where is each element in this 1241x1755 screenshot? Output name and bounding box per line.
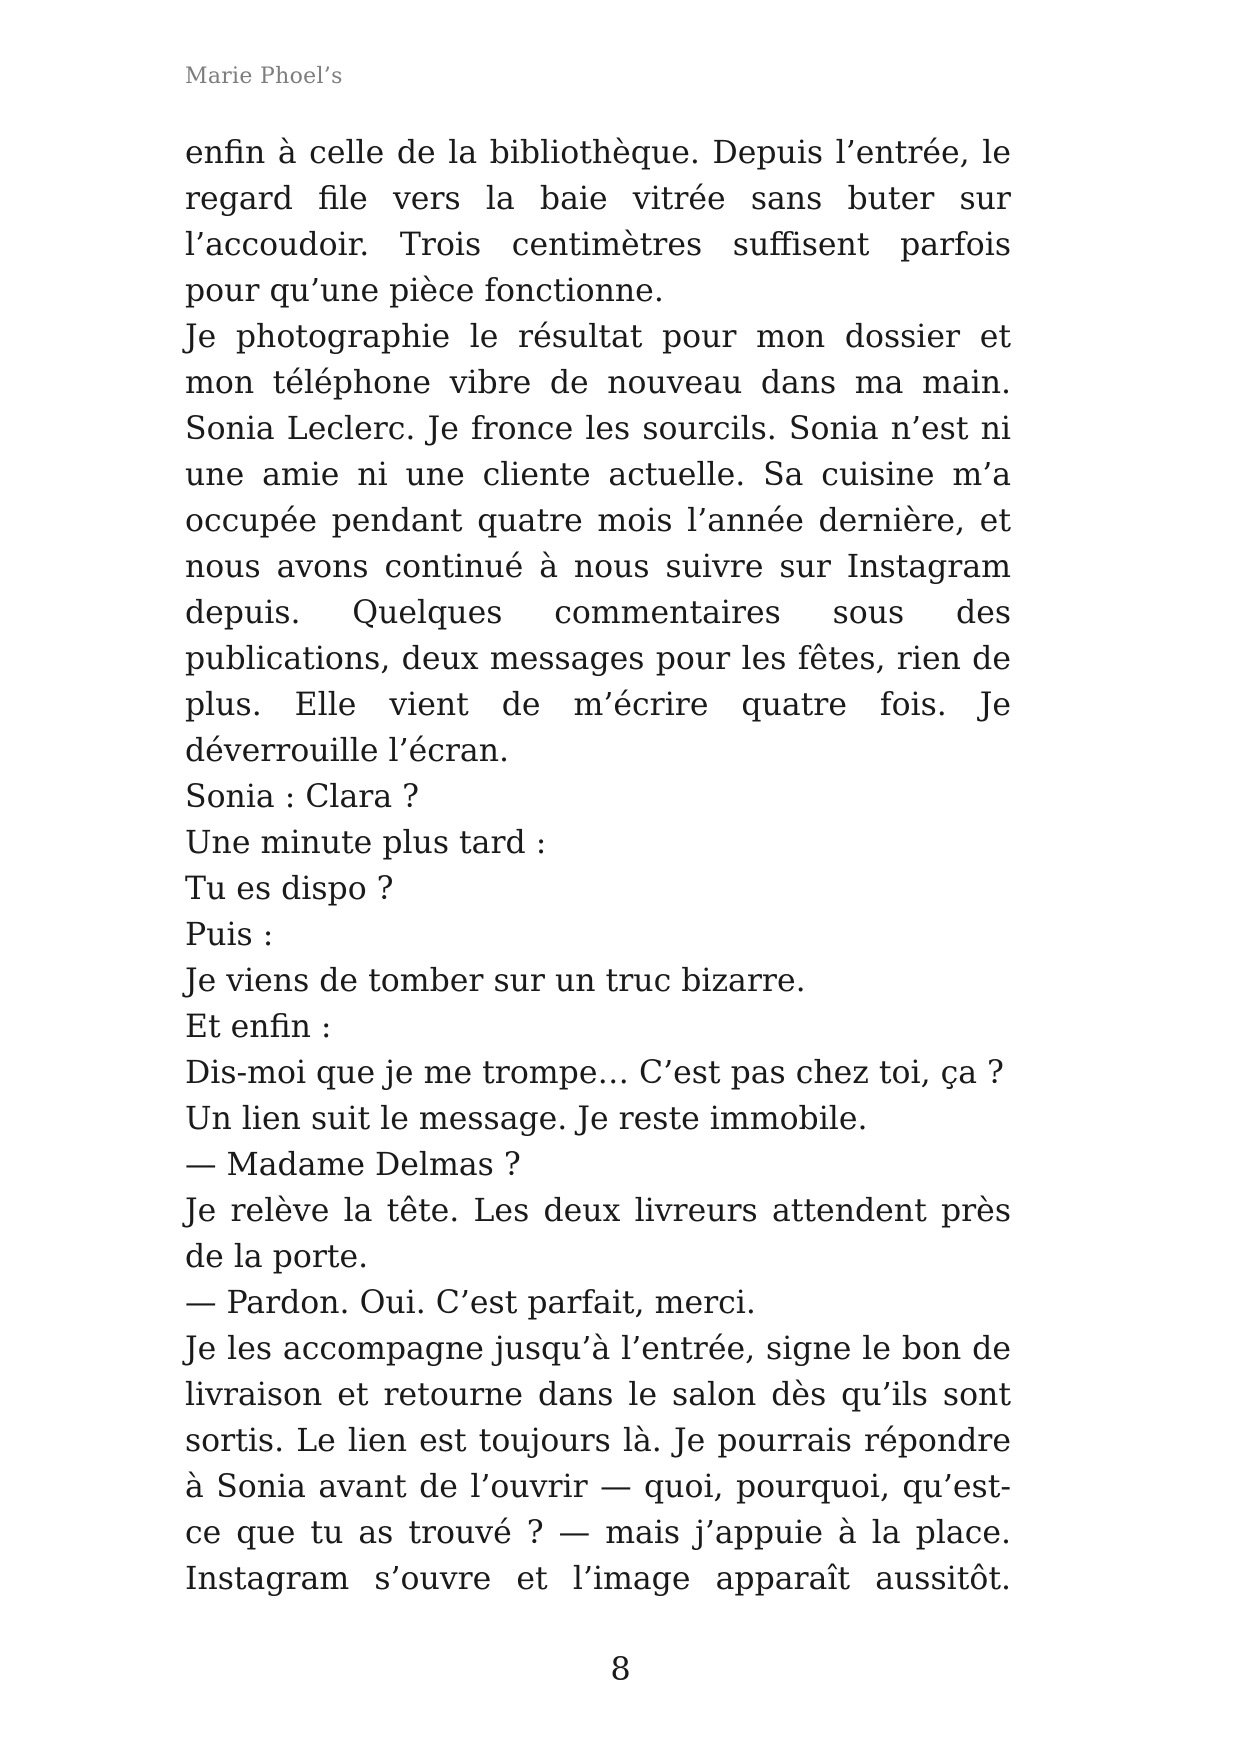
paragraph: Dis-moi que je me trompe… C’est pas chez toi, ça ? [185,1055,1004,1091]
paragraph: Je viens de tomber sur un truc bizarre. [185,963,806,999]
paragraph: Je photographie le résultat pour mon dossier et mon téléphone vibre de nouveau dans ma main. Sonia Leclerc. Je fronce les sourcils. Sonia n’est ni une amie ni une cliente actuelle. Sa cuisine m’a occupée pendant quatre mois l’année dernière, et nous avons continué à nous suivre sur Instagram depuis. Quelques commentaires sous des publications, deux messages pour les fêtes, rien de plus. Elle vient de m’écrire quatre fois. Je déverrouille l’écran. [185,319,1011,769]
paragraph: Je relève la tête. Les deux livreurs attendent près de la porte. [185,1193,1011,1275]
paragraph: — Pardon. Oui. C’est parfait, merci. [185,1285,756,1321]
paragraph: Tu es dispo ? [185,871,394,907]
paragraph: Je les accompagne jusqu’à l’entrée, signe le bon de livraison et retourne dans le salon dès qu’ils sont sortis. Le lien est toujours là. Je pourrais répondre à Sonia avant de l’ouvrir — quoi, pourquoi, qu’est-ce que tu as trouvé ? — mais j’appuie à la place. Instagram s’ouvre et l’image apparaît aussitôt. [185,1331,1011,1597]
body-text [185,130,1011,1602]
paragraph: Un lien suit le message. Je reste immobile. [185,1101,868,1137]
paragraph: Puis : [185,917,274,953]
paragraph: Et enfin : [185,1009,332,1045]
paragraph: — Madame Delmas ? [185,1147,521,1183]
paragraph: Une minute plus tard : [185,825,547,861]
paragraph: Sonia : Clara ? [185,779,420,815]
page-number: 8 [610,1650,631,1688]
paragraph: enfin à celle de la bibliothèque. Depuis l’entrée, le regard file vers la baie vitrée sans buter sur l’accoudoir. Trois centimètres suffisent parfois pour qu’une pièce fonctionne. [185,135,1011,309]
running-header: Marie Phoel’s [185,64,343,89]
